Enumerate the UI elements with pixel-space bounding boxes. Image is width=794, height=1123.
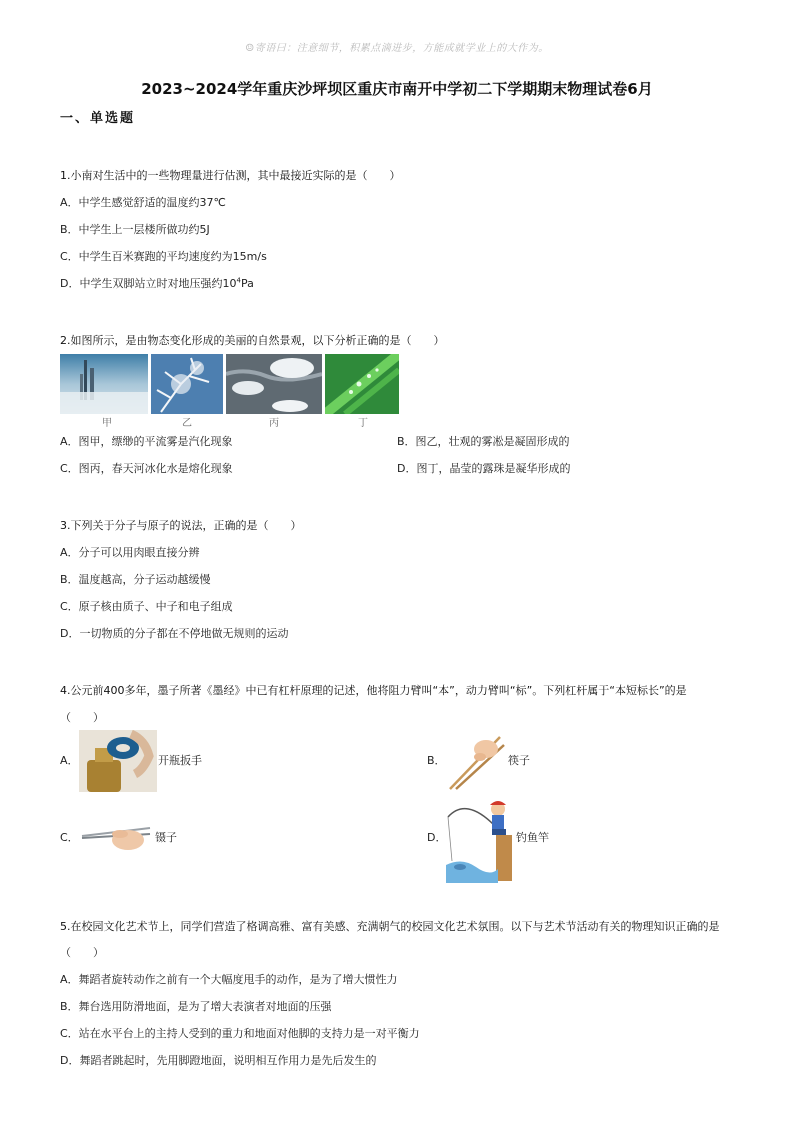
- bottle-opener-image: [79, 730, 157, 792]
- caption-bing: 丙: [269, 418, 279, 429]
- photo-jia-fog-city: [60, 354, 148, 414]
- q1-option-a: A．中学生感觉舒适的温度约37℃: [60, 196, 226, 209]
- q5-stem: 5.在校园文化艺术节上，同学们营造了格调高雅、富有美感、充满朝气的校园文化艺术氛围。以下与艺术节活动有关的物理知识正确的是: [60, 920, 720, 933]
- q5-option-a: A．舞蹈者旋转动作之前有一个大幅度甩手的动作，是为了增大惯性力: [60, 973, 398, 986]
- q4-option-c-text: 镊子: [155, 831, 177, 844]
- q4-option-b-label: B．: [427, 754, 446, 767]
- q1-option-d-unit: Pa: [240, 277, 254, 290]
- q1-option-d-text: D．中学生双脚站立时对地压强约10: [60, 277, 237, 290]
- page-title: 2023~2024学年重庆沙坪坝区重庆市南开中学初二下学期期末物理试卷6月: [141, 80, 653, 98]
- q3-option-d: D．一切物质的分子都在不停地做无规则的运动: [60, 627, 289, 640]
- caption-yi: 乙: [182, 418, 192, 429]
- photo-yi-rime: [151, 354, 223, 414]
- tweezers-image: [80, 816, 154, 854]
- q2-option-c: C．图丙，春天河冰化水是熔化现象: [60, 462, 233, 475]
- q1-option-d: [60, 277, 254, 291]
- q2-option-b: B．图乙，壮观的雾凇是凝固形成的: [397, 435, 570, 448]
- q1-option-c: C．中学生百米赛跑的平均速度约为15m/s: [60, 250, 267, 263]
- chopsticks-image: [446, 733, 506, 791]
- q4-option-a-text: 开瓶扳手: [158, 754, 202, 767]
- q1-option-b: B．中学生上一层楼所做功约5J: [60, 223, 210, 236]
- q2-option-a: A．图甲，缥缈的平流雾是汽化现象: [60, 435, 233, 448]
- q4-option-b-text: 筷子: [508, 754, 530, 767]
- q4-option-a-label: A．: [60, 754, 79, 767]
- photo-bing-river-ice: [226, 354, 322, 414]
- motto-watermark: ☺寄语曰：注意细节，积累点滴进步，方能成就学业上的大作为。: [245, 43, 549, 54]
- q4-option-d-label: D．: [427, 831, 447, 844]
- q4-option-c-label: C．: [60, 831, 79, 844]
- q2-stem: 2.如图所示，是由物态变化形成的美丽的自然景观，以下分析正确的是（ ）: [60, 334, 445, 347]
- q1-option-d-exponent: 4: [236, 276, 241, 285]
- q3-option-a: A．分子可以用肉眼直接分辨: [60, 546, 200, 559]
- fishing-rod-image: [446, 795, 514, 883]
- q2-option-d: D．图丁，晶莹的露珠是凝华形成的: [397, 462, 571, 475]
- q3-option-b: B．温度越高，分子运动越缓慢: [60, 573, 211, 586]
- section-heading: 一、单选题: [60, 111, 136, 126]
- q3-option-c: C．原子核由质子、中子和电子组成: [60, 600, 233, 613]
- q5-stem-paren: （ ）: [60, 946, 104, 959]
- caption-jia: 甲: [102, 418, 112, 429]
- q3-stem: 3.下列关于分子与原子的说法，正确的是（ ）: [60, 519, 302, 532]
- q4-stem: 4.公元前400多年，墨子所著《墨经》中已有杠杆原理的记述，他将阻力臂叫“本”，动力臂叫“标”。下列杠杆属于“本短标长”的是: [60, 684, 687, 697]
- q5-option-b: B．舞台选用防滑地面，是为了增大表演者对地面的压强: [60, 1000, 332, 1013]
- photo-ding-dew: [325, 354, 399, 414]
- q5-option-d: D．舞蹈者跳起时，先用脚蹬地面，说明相互作用力是先后发生的: [60, 1054, 377, 1067]
- q4-option-d-text: 钓鱼竿: [516, 831, 549, 844]
- q1-stem: 1.小南对生活中的一些物理量进行估测，其中最接近实际的是（ ）: [60, 169, 401, 182]
- caption-ding: 丁: [358, 418, 368, 429]
- q4-stem-paren: （ ）: [60, 711, 104, 724]
- q5-option-c: C．站在水平台上的主持人受到的重力和地面对他脚的支持力是一对平衡力: [60, 1027, 420, 1040]
